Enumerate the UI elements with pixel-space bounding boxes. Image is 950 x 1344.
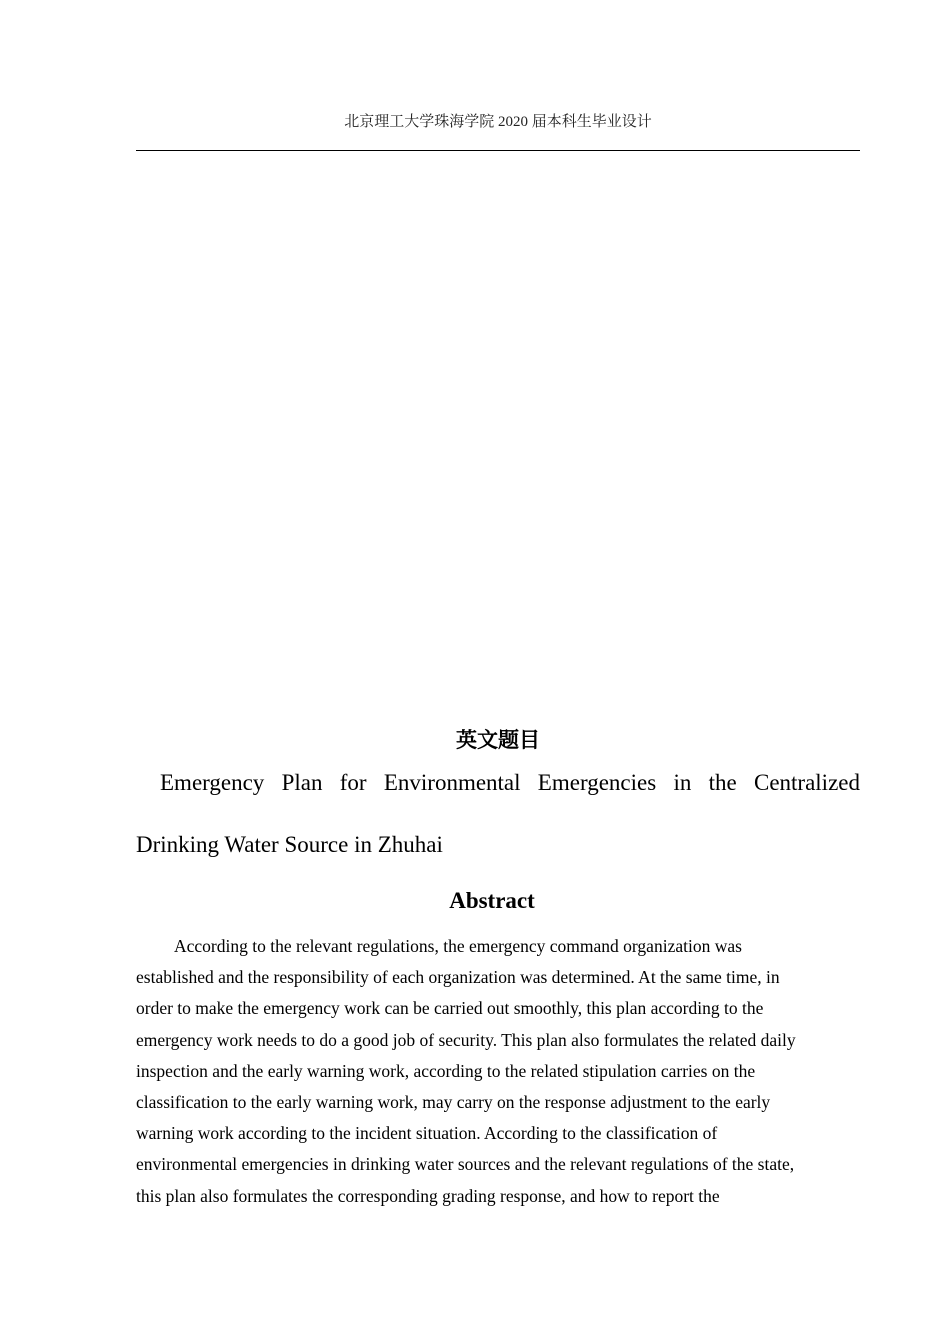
page-header: 北京理工大学珠海学院 2020 届本科生毕业设计	[344, 114, 652, 130]
abstract-line: environmental emergencies in drinking water sources and the relevant regulations of the state,	[136, 1154, 795, 1175]
abstract-body	[136, 931, 860, 1212]
english-title-label: 英文题目	[456, 728, 540, 752]
abstract-line: order to make the emergency work can be carried out smoothly, this plan according to the	[136, 998, 764, 1019]
english-title-line-2: Drinking Water Source in Zhuhai	[136, 832, 443, 857]
abstract-line: emergency work needs to do a good job of security. This plan also formulates the related daily	[136, 1029, 796, 1050]
abstract-line: warning work according to the incident situation. According to the classification of	[136, 1123, 718, 1144]
abstract-line: inspection and the early warning work, according to the related stipulation carries on the	[136, 1060, 756, 1081]
abstract-line: this plan also formulates the corresponding grading response, and how to report the	[136, 1185, 720, 1206]
english-title-line-1: Emergency Plan for Environmental Emergencies in the Centralized	[160, 770, 860, 795]
abstract-line: According to the relevant regulations, the emergency command organization was	[174, 936, 742, 956]
abstract-heading: Abstract	[449, 888, 535, 913]
abstract-line: classification to the early warning work, may carry on the response adjustment to the early	[136, 1092, 771, 1113]
abstract-line: established and the responsibility of each organization was determined. At the same time, in	[136, 967, 780, 988]
header-divider	[136, 150, 860, 151]
